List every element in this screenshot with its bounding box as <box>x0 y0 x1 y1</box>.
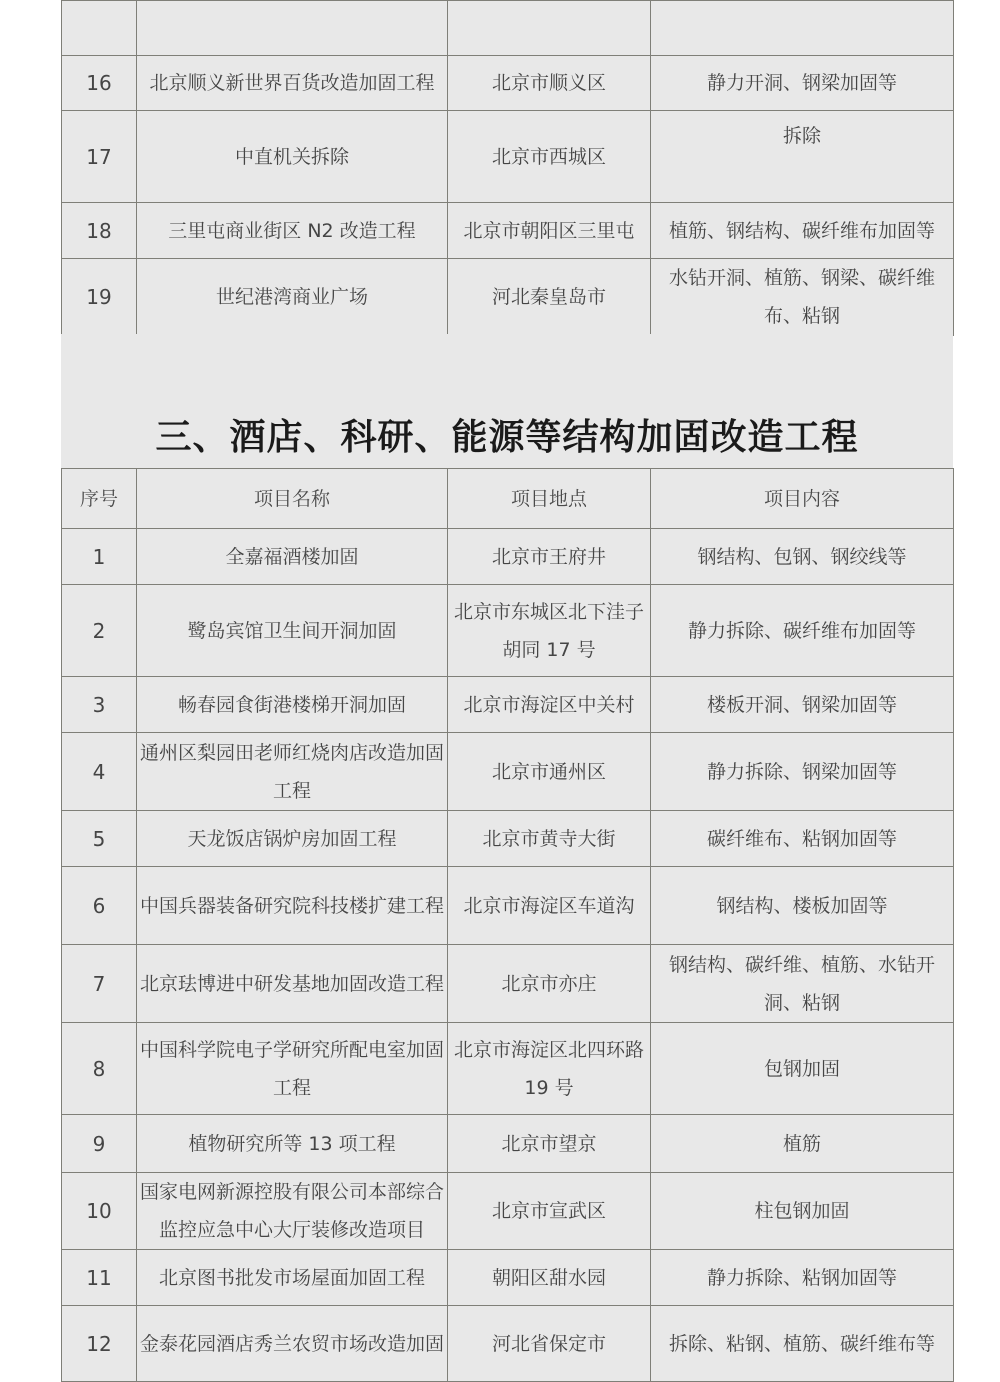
project-name-cell: 天龙饭店锅炉房加固工程 <box>137 811 448 867</box>
row-number-cell: 3 <box>62 677 137 733</box>
header-project-location: 项目地点 <box>448 469 651 529</box>
project-content-cell: 拆除、粘钢、植筋、碳纤维布等 <box>651 1306 954 1382</box>
project-name-cell <box>137 1 448 56</box>
table-row <box>62 1023 954 1115</box>
project-content-cell: 包钢加固 <box>651 1023 954 1115</box>
table-row <box>62 1306 954 1382</box>
project-content-cell: 静力拆除、粘钢加固等 <box>651 1250 954 1306</box>
row-number-cell: 11 <box>62 1250 137 1306</box>
table-row <box>62 1173 954 1250</box>
project-name-cell: 世纪港湾商业广场 <box>137 259 448 336</box>
project-name-cell: 三里屯商业街区 N2 改造工程 <box>137 203 448 259</box>
project-content-cell: 静力开洞、钢梁加固等 <box>651 56 954 111</box>
project-name-cell: 国家电网新源控股有限公司本部综合监控应急中心大厅装修改造项目 <box>137 1173 448 1250</box>
project-name-cell: 畅春园食街港楼梯开洞加固 <box>137 677 448 733</box>
header-project-content: 项目内容 <box>651 469 954 529</box>
project-location-cell: 北京市王府井 <box>448 529 651 585</box>
table-row <box>62 203 954 259</box>
project-name-cell: 北京珐博进中研发基地加固改造工程 <box>137 945 448 1023</box>
project-name-cell: 全嘉福酒楼加固 <box>137 529 448 585</box>
hotel-research-energy-projects <box>61 468 953 1382</box>
project-location-cell: 北京市宣武区 <box>448 1173 651 1250</box>
table-row <box>62 56 954 111</box>
row-number-cell <box>62 1 137 56</box>
table-row <box>62 1 954 56</box>
table-row <box>62 1250 954 1306</box>
header-project-name: 项目名称 <box>137 469 448 529</box>
project-name-cell: 中国兵器装备研究院科技楼扩建工程 <box>137 867 448 945</box>
project-location-cell: 北京市望京 <box>448 1115 651 1173</box>
row-number-cell: 2 <box>62 585 137 677</box>
project-name-cell: 金泰花园酒店秀兰农贸市场改造加固 <box>137 1306 448 1382</box>
row-number-cell: 4 <box>62 733 137 811</box>
row-number-cell: 9 <box>62 1115 137 1173</box>
project-name-cell: 鹭岛宾馆卫生间开洞加固 <box>137 585 448 677</box>
project-name-cell: 中国科学院电子学研究所配电室加固工程 <box>137 1023 448 1115</box>
project-location-cell: 北京市海淀区车道沟 <box>448 867 651 945</box>
table-header-row <box>62 469 954 529</box>
project-location-cell: 北京市东城区北下洼子胡同 17 号 <box>448 585 651 677</box>
project-name-cell: 中直机关拆除 <box>137 111 448 203</box>
section-header-band <box>61 334 953 468</box>
row-number-cell: 8 <box>62 1023 137 1115</box>
table-row <box>62 529 954 585</box>
table-row <box>62 111 954 203</box>
project-content-cell: 钢结构、碳纤维、植筋、水钻开洞、粘钢 <box>651 945 954 1023</box>
project-content-cell: 楼板开洞、钢梁加固等 <box>651 677 954 733</box>
table-row <box>62 945 954 1023</box>
project-location-cell: 北京市朝阳区三里屯 <box>448 203 651 259</box>
table-row <box>62 733 954 811</box>
table-row <box>62 585 954 677</box>
project-name-cell: 植物研究所等 13 项工程 <box>137 1115 448 1173</box>
table-row <box>62 1115 954 1173</box>
row-number-cell: 17 <box>62 111 137 203</box>
project-location-cell: 北京市亦庄 <box>448 945 651 1023</box>
project-content-cell <box>651 1 954 56</box>
project-location-cell: 北京市海淀区北四环路 19 号 <box>448 1023 651 1115</box>
project-location-cell <box>448 1 651 56</box>
table-row <box>62 259 954 336</box>
project-content-cell: 静力拆除、钢梁加固等 <box>651 733 954 811</box>
project-location-cell: 北京市西城区 <box>448 111 651 203</box>
project-location-cell: 北京市通州区 <box>448 733 651 811</box>
project-content-cell: 拆除 <box>651 111 954 203</box>
project-location-cell: 北京市黄寺大街 <box>448 811 651 867</box>
project-name-cell: 通州区梨园田老师红烧肉店改造加固工程 <box>137 733 448 811</box>
table-row <box>62 811 954 867</box>
row-number-cell: 7 <box>62 945 137 1023</box>
project-name-cell: 北京顺义新世界百货改造加固工程 <box>137 56 448 111</box>
project-content-cell: 静力拆除、碳纤维布加固等 <box>651 585 954 677</box>
project-content-cell: 钢结构、楼板加固等 <box>651 867 954 945</box>
projects-table-top <box>61 0 954 336</box>
projects-table-bottom <box>61 468 954 1382</box>
row-number-cell: 10 <box>62 1173 137 1250</box>
header-number: 序号 <box>62 469 137 529</box>
projects-table-continued <box>61 0 953 336</box>
project-content-cell: 植筋 <box>651 1115 954 1173</box>
table-row <box>62 677 954 733</box>
row-number-cell: 5 <box>62 811 137 867</box>
project-content-cell: 植筋、钢结构、碳纤维布加固等 <box>651 203 954 259</box>
row-number-cell: 19 <box>62 259 137 336</box>
row-number-cell: 12 <box>62 1306 137 1382</box>
project-content-cell: 碳纤维布、粘钢加固等 <box>651 811 954 867</box>
project-location-cell: 朝阳区甜水园 <box>448 1250 651 1306</box>
section-title: 三、酒店、科研、能源等结构加固改造工程 <box>155 417 859 458</box>
row-number-cell: 1 <box>62 529 137 585</box>
row-number-cell: 16 <box>62 56 137 111</box>
project-location-cell: 河北省保定市 <box>448 1306 651 1382</box>
project-location-cell: 北京市顺义区 <box>448 56 651 111</box>
project-content-cell: 钢结构、包钢、钢绞线等 <box>651 529 954 585</box>
project-location-cell: 河北秦皇岛市 <box>448 259 651 336</box>
project-location-cell: 北京市海淀区中关村 <box>448 677 651 733</box>
project-content-cell: 柱包钢加固 <box>651 1173 954 1250</box>
table-row <box>62 867 954 945</box>
project-content-cell: 水钻开洞、植筋、钢梁、碳纤维布、粘钢 <box>651 259 954 336</box>
project-name-cell: 北京图书批发市场屋面加固工程 <box>137 1250 448 1306</box>
row-number-cell: 6 <box>62 867 137 945</box>
row-number-cell: 18 <box>62 203 137 259</box>
